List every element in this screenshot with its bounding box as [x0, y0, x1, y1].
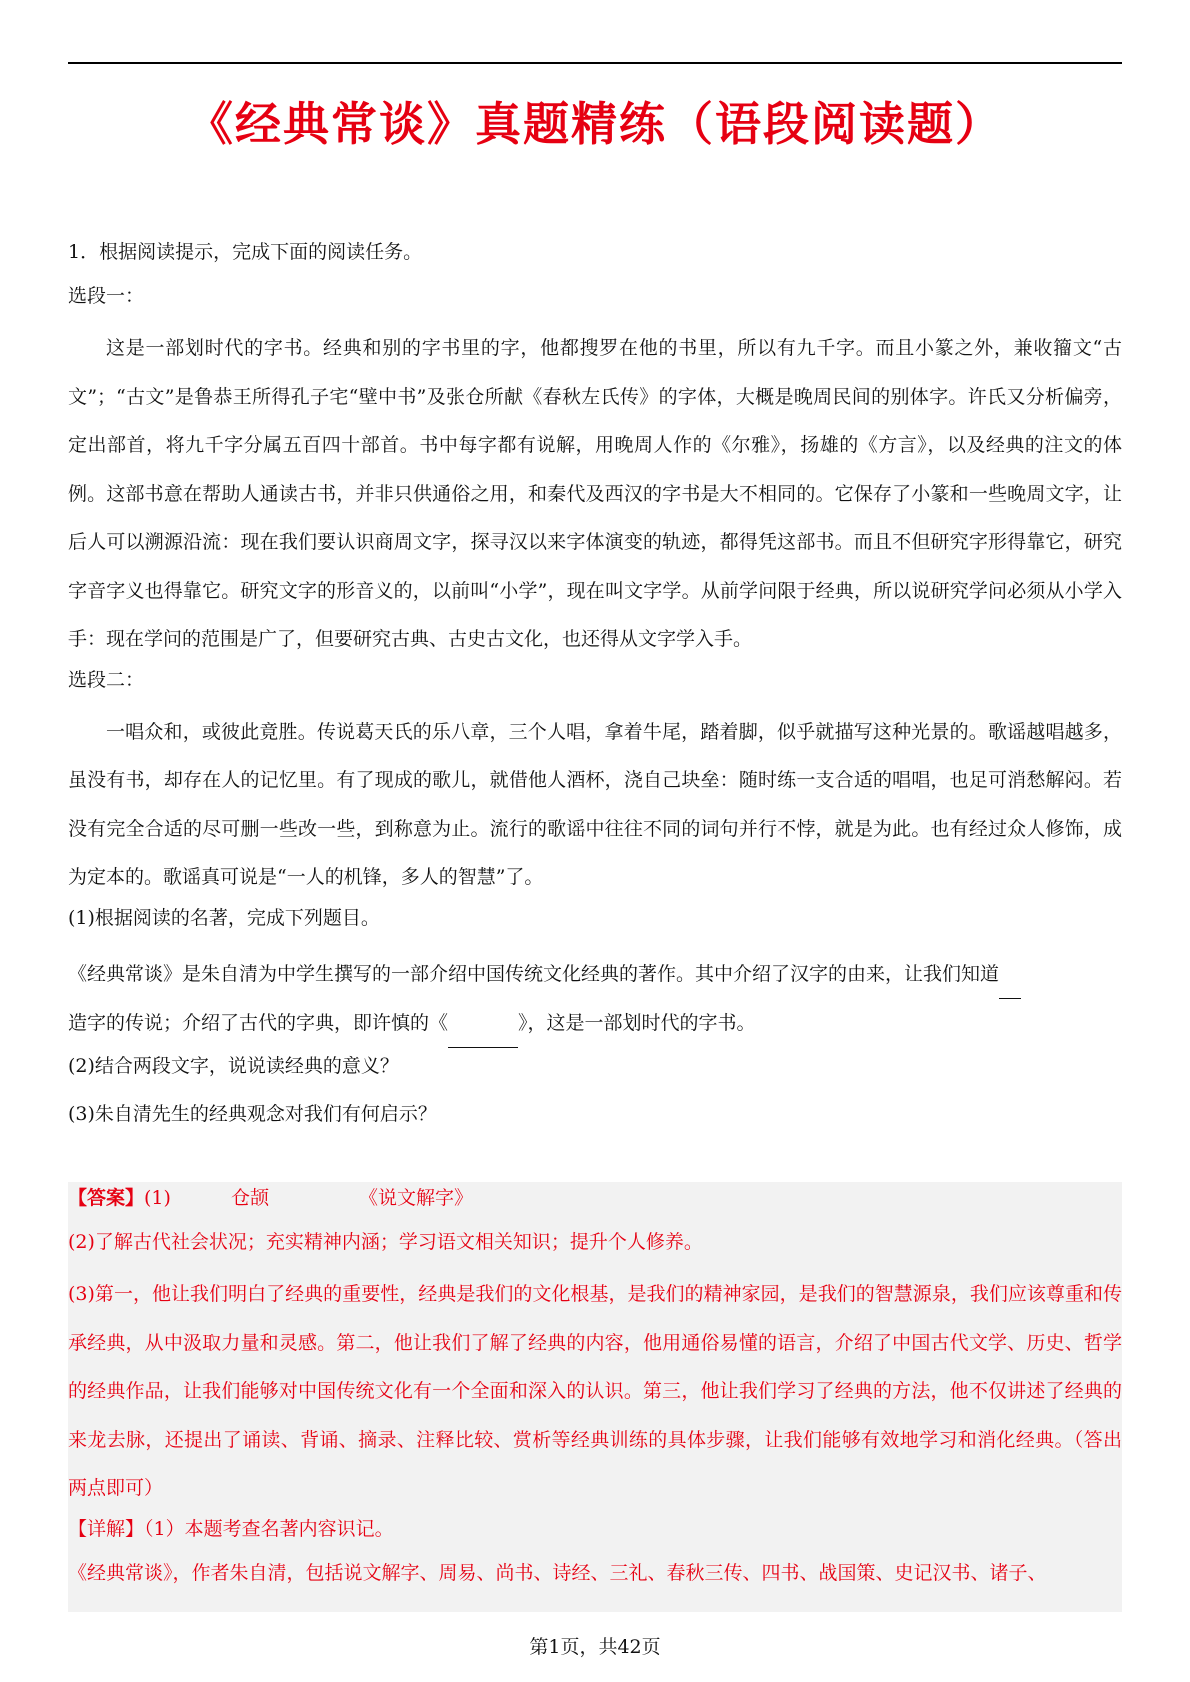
answer-3: (3)第一，他让我们明白了经典的重要性，经典是我们的文化根基，是我们的精神家园，是我们的智慧源泉，我们应该尊重和传承经典，从中汲取力量和灵感。第二，他让我们了解了经典的内容，他用通俗易懂的语言，介绍了中国古代文学、历史、哲学的经典作品，让我们能够对中国传统文化有一个全面和深入的认识。第三，他让我们学习了经典的方法，他不仅讲述了经典的来龙去脉，还提出了诵读、背诵、摘录、注释比较、赏析等经典训练的具体步骤，让我们能够有效地学习和消化经典。（答出两点即可） — [68, 1283, 1122, 1499]
blank-1 — [999, 950, 1021, 999]
sub-question-1: (1)根据阅读的名著，完成下列题目。 — [68, 906, 380, 929]
answer-label: 【答案】 — [68, 1187, 145, 1209]
answer-content — [68, 1182, 1122, 1605]
detail-line — [68, 1513, 1122, 1561]
page-title: 《经典常谈》真题精练（语段阅读题） — [187, 97, 1003, 151]
section1-text: 这是一部划时代的字书。经典和别的字书里的字，他都搜罗在他的书里，所以有九千字。而且小篆之外，兼收籀文“古文”；“古文”是鲁恭王所得孔子宅“壁中书”及张仓所献《春秋左氏传》的字体，大概是晚周民间的别体字。许氏又分析偏旁，定出部首，将九千字分属五百四十部首。书中每字都有说解，用晚周人作的《尔雅》，扬雄的《方言》，以及经典的注文的体例。这部书意在帮助人通读古书，并非只供通俗之用，和秦代及西汉的字书是大不相同的。它保存了小篆和一些晚周文字，让后人可以溯源沿流：现在我们要认识商周文字，探寻汉以来字体演变的轨迹，都得凭这部书。而且不但研究字形得靠它，研究字音字义也得靠它。研究文字的形音义的，以前叫“小学”，现在叫文字学。从前学问限于经典，所以说研究学问必须从小学入手：现在学问的范围是广了，但要研究古典、古史古文化，也还得从文字学入手。 — [68, 337, 1122, 650]
page-footer: 第1页，共42页 — [529, 1636, 661, 1658]
top-rule — [68, 62, 1122, 64]
question-content — [68, 236, 1122, 1146]
answer-1-part2: 《说文解字》 — [358, 1187, 473, 1209]
section1-label: 选段一： — [68, 285, 145, 307]
answer-1-num: (1) — [144, 1187, 171, 1209]
detail-label: 【详解】 — [68, 1517, 145, 1540]
sub1-text-b: 造字的传说；介绍了古代的字典，即许慎的《 — [68, 1011, 449, 1034]
sub-question-1-text — [68, 950, 1122, 1048]
section2-label: 选段二： — [68, 668, 145, 691]
question-intro: 1．根据阅读提示，完成下面的阅读任务。 — [68, 241, 423, 263]
answer-2: (2)了解古代社会状况；充实精神内涵；学习语文相关知识；提升个人修养。 — [68, 1231, 703, 1253]
detail-text: （1）本题考查名著内容识记。 — [144, 1517, 394, 1540]
answer-1 — [68, 1182, 1122, 1230]
detail-more: 《经典常谈》，作者朱自清，包括说文解字、周易、尚书、诗经、三礼、春秋三传、四书、战国策、史记汉书、诸子、 — [68, 1561, 1047, 1584]
sub-question-3: (3)朱自清先生的经典观念对我们有何启示？ — [68, 1102, 437, 1125]
sub1-text-a: 《经典常谈》是朱自清为中学生撰写的一部介绍中国传统文化经典的著作。其中介绍了汉字的由来，让我们知道 — [68, 962, 1000, 985]
section2-text: 一唱众和，或彼此竟胜。传说葛天氏的乐八章，三个人唱，拿着牛尾，踏着脚，似乎就描写这种光景的。歌谣越唱越多，虽没有书，却存在人的记忆里。有了现成的歌儿，就借他人酒杯，浇自己块垒：随时练一支合适的唱唱，也足可消愁解闷。若没有完全合适的尽可删一些改一些，到称意为止。流行的歌谣中往往不同的词句并行不悖，就是为此。也有经过众人修饰，成为定本的。歌谣真可说是“一人的机锋，多人的智慧”了。 — [68, 720, 1122, 888]
sub1-text-c: 》，这是一部划时代的字书。 — [518, 1011, 756, 1034]
blank-2 — [448, 999, 518, 1048]
answer-1-part1: 仓颉 — [230, 1187, 269, 1209]
sub-question-2: (2)结合两段文字，说说读经典的意义？ — [68, 1054, 399, 1077]
